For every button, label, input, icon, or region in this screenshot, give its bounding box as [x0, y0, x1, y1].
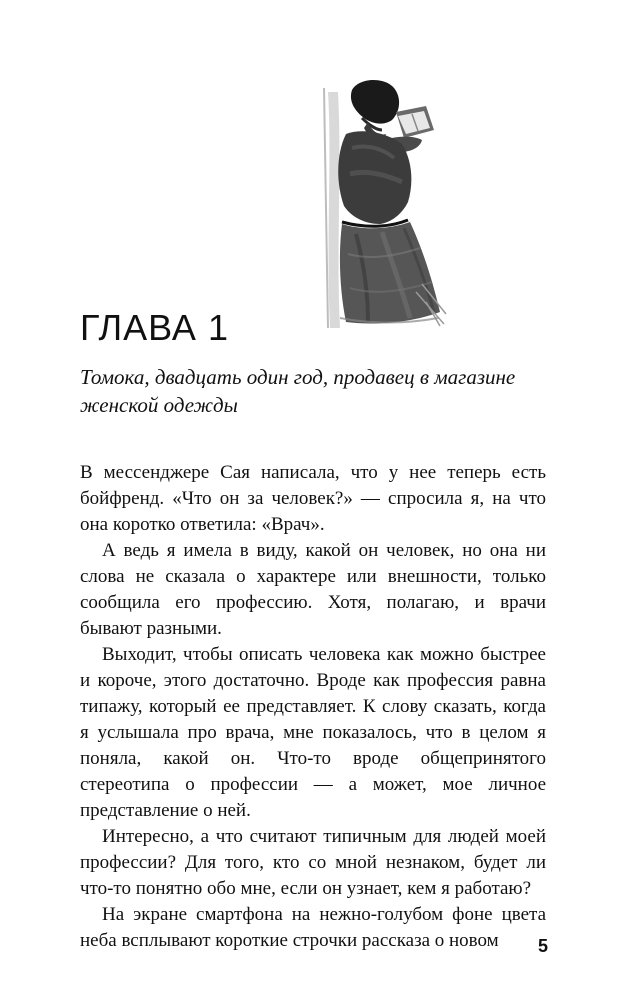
paragraph: В мессенджере Сая написала, что у нее теперь есть бойфренд. «Что он за человек?» — спросила я, на что она коротко ответила: «Врач». [80, 462, 546, 535]
woman-reading-book-illustration [322, 78, 448, 328]
paragraph: Интересно, а что считают типичным для людей моей профессии? Для того, кто со мной незнаком, будет ли что-то понятно обо мне, если он узнает, кем я работаю? [80, 826, 546, 899]
page-number: 5 [537, 936, 548, 956]
chapter-title: ГЛАВА 1 [80, 307, 229, 348]
chapter-subtitle: Томока, двадцать один год, продавец в магазине женской одежды [80, 365, 516, 417]
chapter-body [80, 460, 546, 954]
paragraph: А ведь я имела в виду, какой он человек, но она ни слова не сказала о характере или внешности, только сообщила его профессию. Хотя, полагаю, и врачи бывают разными. [80, 540, 546, 639]
paragraph: Выходит, чтобы описать человека как можно быстрее и короче, этого достаточно. Вроде как профессия равна типажу, который ее представляет. К слову сказать, когда я услышала про врача, мне показалось, что в целом я поняла, какой он. Что-то вроде общепринятого стереотипа о профессии — а может, мое личное представление о ней. [80, 644, 546, 821]
paragraph: На экране смартфона на нежно-голубом фоне цвета неба всплывают короткие строчки рассказа о новом [80, 904, 546, 951]
